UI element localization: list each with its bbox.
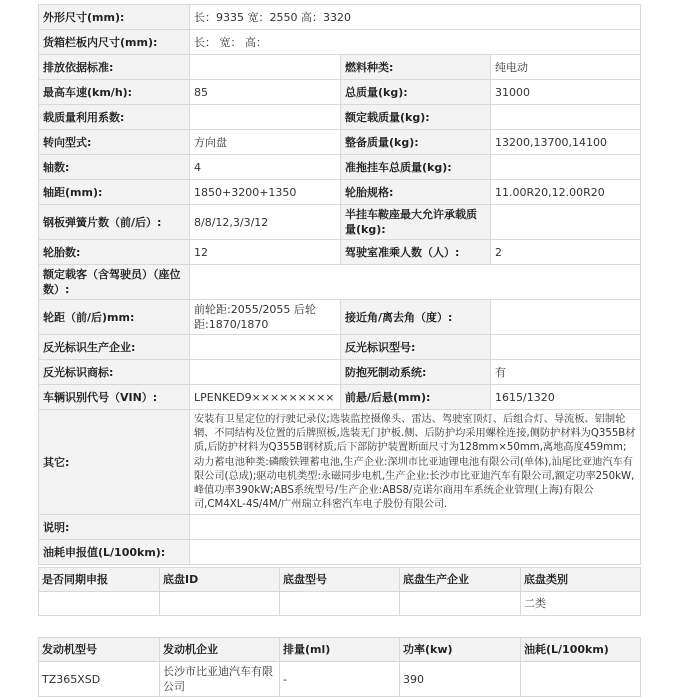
wheelbase-label: 轴距(mm): [39,180,190,205]
overhang-label: 前悬/后悬(mm): [341,385,491,410]
max-speed-label: 最高车速(km/h): [39,80,190,105]
engine-power-cell: 390 [400,662,521,697]
tire-count-value: 12 [190,240,341,265]
tire-spec-label: 轮胎规格: [341,180,491,205]
vehicle-spec-table [38,4,641,565]
dimensions-label: 外形尺寸(mm): [39,5,190,30]
fuel-consumption-value [190,540,641,565]
total-mass-label: 总质量(kg): [341,80,491,105]
vin-label: 车辆识别代号（VIN）: [39,385,190,410]
rated-load-label: 额定载质量(kg): [341,105,491,130]
rated-passengers-value [190,265,641,300]
curb-mass-value: 13200,13700,14100 [491,130,641,155]
vin-value: LPENKED9××××××××× [190,385,341,410]
spring-count-value: 8/8/12,3/3/12 [190,205,341,240]
total-mass-value: 31000 [491,80,641,105]
engine-header-power: 功率(kw) [400,638,521,662]
chassis-sync-cell [39,592,160,616]
overhang-value: 1615/1320 [491,385,641,410]
fuel-consumption-label: 油耗申报值(L/100km): [39,540,190,565]
approach-angle-label: 接近角/离去角（度）: [341,300,491,335]
engine-maker-cell: 长沙市比亚迪汽车有限公司 [160,662,280,697]
spring-count-label: 钢板弹簧片数（前/后）: [39,205,190,240]
cargo-box-value: 长： 宽： 高： [190,30,641,55]
engine-consumption-cell [521,662,641,697]
load-utilization-label: 载质量利用系数: [39,105,190,130]
max-speed-value: 85 [190,80,341,105]
tire-spec-value: 11.00R20,12.00R20 [491,180,641,205]
rated-load-value [491,105,641,130]
steering-value: 方向盘 [190,130,341,155]
emission-standard-value [190,55,341,80]
approach-angle-value [491,300,641,335]
engine-header-model: 发动机型号 [39,638,160,662]
engine-model-cell: TZ365XSD [39,662,160,697]
chassis-header-model: 底盘型号 [280,568,400,592]
reflector-model-label: 反光标识型号: [341,335,491,360]
chassis-header-category: 底盘类别 [521,568,641,592]
curb-mass-label: 整备质量(kg): [341,130,491,155]
engine-table [38,637,641,697]
track-label: 轮距（前/后)mm: [39,300,190,335]
chassis-id-cell [160,592,280,616]
fuel-type-value: 纯电动 [491,55,641,80]
chassis-maker-cell [400,592,521,616]
note-label: 说明: [39,515,190,540]
emission-standard-label: 排放依据标准: [39,55,190,80]
reflector-brand-label: 反光标识商标: [39,360,190,385]
engine-header-maker: 发动机企业 [160,638,280,662]
reflector-maker-label: 反光标识生产企业: [39,335,190,360]
steering-label: 转向型式: [39,130,190,155]
chassis-table [38,567,641,616]
other-value: 安装有卫星定位的行驶记录仪;选装监控摄像头、雷达、驾驶室顶灯、后组合灯、导流板、铝制轮辋、不同结构及位置的后牌照板,选装无门护板.侧、后防护均采用螺栓连接,侧防护材料为Q355B材质,后防护材料为Q355B钢材质,后下部防护装置断面尺寸为128mm×50mm,离地高度459mm;动力蓄电池种类:磷酸铁锂蓄电池,生产企业:深圳市比亚迪锂电池有限公司(单体),汕尾比亚迪汽车有限公司(总成);驱动电机类型:永磁同步电机,生产企业:长沙市比亚迪汽车有限公司,额定功率250kW,峰值功率390kW;ABS系统型号/生产企业:ABS8/克诺尔商用车系统企业管理(上海)有限公司,CM4XL-4S/4M/广州瑞立科密汽车电子股份有限公司. [190,410,641,515]
trailer-mass-value [491,155,641,180]
fuel-type-label: 燃料种类: [341,55,491,80]
reflector-maker-value [190,335,341,360]
engine-header-consumption: 油耗(L/100km) [521,638,641,662]
dimensions-value: 长：9335 宽：2550 高：3320 [190,5,641,30]
tire-count-label: 轮胎数: [39,240,190,265]
wheelbase-value: 1850+3200+1350 [190,180,341,205]
reflector-model-value [491,335,641,360]
chassis-category-cell: 二类 [521,592,641,616]
abs-value: 有 [491,360,641,385]
table-row [39,662,641,697]
rated-passengers-label: 额定载客（含驾驶员）（座位数）: [39,265,190,300]
other-label: 其它: [39,410,190,515]
engine-header-displacement: 排量(ml) [280,638,400,662]
cab-seats-value: 2 [491,240,641,265]
load-utilization-value [190,105,341,130]
reflector-brand-value [190,360,341,385]
chassis-header-sync: 是否同期申报 [39,568,160,592]
table-row [39,592,641,616]
saddle-load-value [491,205,641,240]
abs-label: 防抱死制动系统: [341,360,491,385]
cab-seats-label: 驾驶室准乘人数（人）: [341,240,491,265]
chassis-header-maker: 底盘生产企业 [400,568,521,592]
trailer-mass-label: 准拖挂车总质量(kg): [341,155,491,180]
engine-displacement-cell: - [280,662,400,697]
saddle-load-label: 半挂车鞍座最大允许承载质量(kg): [341,205,491,240]
note-value [190,515,641,540]
chassis-model-cell [280,592,400,616]
track-value: 前轮距:2055/2055 后轮距:1870/1870 [190,300,341,335]
chassis-header-id: 底盘ID [160,568,280,592]
axles-value: 4 [190,155,341,180]
cargo-box-label: 货箱栏板内尺寸(mm): [39,30,190,55]
axles-label: 轴数: [39,155,190,180]
